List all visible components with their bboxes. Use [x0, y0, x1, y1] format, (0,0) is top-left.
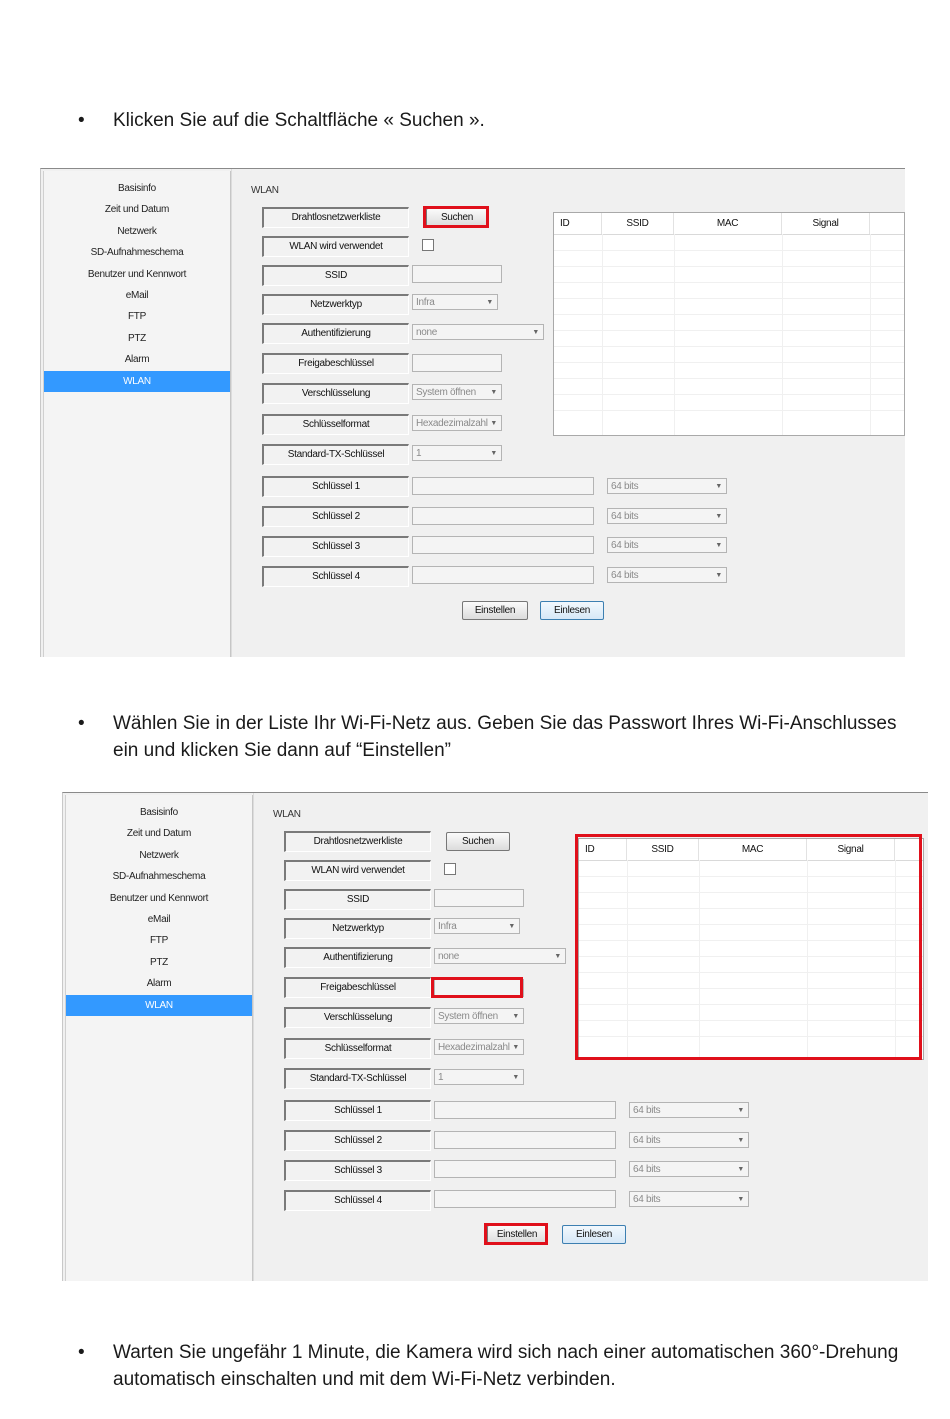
- wlan-used-label: WLAN wird verwendet: [262, 236, 409, 257]
- nav-item-wlan[interactable]: WLAN: [44, 371, 230, 392]
- group-title: WLAN: [273, 809, 301, 820]
- key4-input[interactable]: [434, 1190, 616, 1208]
- nav-item-email[interactable]: eMail: [147, 913, 171, 925]
- key1-bits-value: 64 bits: [633, 1105, 661, 1116]
- chevron-down-icon: ▼: [715, 483, 722, 490]
- key2-label: Schlüssel 2: [284, 1130, 431, 1151]
- auth-select[interactable]: [434, 948, 566, 964]
- chevron-down-icon: ▼: [512, 1044, 519, 1051]
- chevron-down-icon: ▼: [512, 1074, 519, 1081]
- share-key-input[interactable]: [412, 354, 502, 372]
- nav-item-benutzer-und-kennwort[interactable]: Benutzer und Kennwort: [87, 268, 187, 280]
- nav-item-ftp[interactable]: FTP: [150, 935, 168, 947]
- network-list-label: Drahtlosnetzwerkliste: [284, 831, 431, 852]
- encryption-value: System öffnen: [416, 387, 476, 398]
- wlan-used-label: WLAN wird verwendet: [284, 860, 431, 881]
- nav-item-email[interactable]: eMail: [125, 289, 149, 301]
- key4-bits-select[interactable]: [607, 567, 727, 583]
- search-button-highlight: [423, 206, 489, 228]
- settings-nav: [43, 171, 231, 657]
- wlan-settings-screenshot-1: [40, 168, 905, 657]
- key1-input[interactable]: [434, 1101, 616, 1119]
- chevron-down-icon: ▼: [737, 1166, 744, 1173]
- read-button[interactable]: Einlesen: [540, 601, 604, 620]
- nav-item-netzwerk[interactable]: Netzwerk: [139, 849, 179, 861]
- key3-bits-value: 64 bits: [611, 540, 639, 551]
- nav-item-wlan[interactable]: WLAN: [66, 995, 252, 1016]
- nav-item-ptz[interactable]: PTZ: [128, 332, 146, 344]
- network-type-value: Infra: [416, 297, 435, 308]
- key2-bits-value: 64 bits: [611, 511, 639, 522]
- column-mac[interactable]: MAC: [699, 839, 807, 860]
- default-tx-key-select[interactable]: [434, 1069, 524, 1085]
- column-id[interactable]: ID: [579, 839, 627, 860]
- chevron-down-icon: ▼: [715, 572, 722, 579]
- key4-bits-value: 64 bits: [611, 570, 639, 581]
- column-signal[interactable]: Signal: [782, 213, 870, 234]
- nav-item-basisinfo[interactable]: Basisinfo: [118, 183, 156, 194]
- ssid-input[interactable]: [412, 265, 502, 283]
- chevron-down-icon: ▼: [737, 1107, 744, 1114]
- nav-item-sd-aufnahmeschema[interactable]: SD-Aufnahmeschema: [90, 247, 184, 259]
- chevron-down-icon: ▼: [486, 299, 493, 306]
- key4-input[interactable]: [412, 566, 594, 584]
- nav-item-ptz[interactable]: PTZ: [150, 956, 168, 968]
- key2-bits-select[interactable]: [629, 1132, 749, 1148]
- key2-input[interactable]: [434, 1131, 616, 1149]
- network-list-label: Drahtlosnetzwerkliste: [262, 207, 409, 228]
- chevron-down-icon: ▼: [737, 1196, 744, 1203]
- nav-item-alarm[interactable]: Alarm: [146, 978, 172, 990]
- auth-value: none: [438, 951, 460, 962]
- instruction-text: Klicken Sie auf die Schaltfläche « Suchen ».: [113, 110, 485, 131]
- key2-bits-select[interactable]: [607, 508, 727, 524]
- chevron-down-icon: ▼: [532, 329, 539, 336]
- key2-bits-value: 64 bits: [633, 1135, 661, 1146]
- encryption-label: Verschlüsselung: [284, 1007, 431, 1028]
- key1-bits-value: 64 bits: [611, 481, 639, 492]
- wlan-used-checkbox[interactable]: [444, 863, 456, 875]
- set-button[interactable]: Einstellen: [487, 1225, 547, 1244]
- instruction-text: Wählen Sie in der Liste Ihr Wi-Fi-Netz aus. Geben Sie das Passwort Ihres Wi-Fi-Anschlusses ein und klicken Sie dann auf “Einstellen”: [113, 713, 897, 761]
- key4-bits-select[interactable]: [629, 1191, 749, 1207]
- chevron-down-icon: ▼: [490, 420, 497, 427]
- default-tx-key-label: Standard-TX-Schlüssel: [284, 1068, 431, 1089]
- key3-bits-select[interactable]: [607, 537, 727, 553]
- column-mac[interactable]: MAC: [674, 213, 782, 234]
- key4-bits-value: 64 bits: [633, 1194, 661, 1205]
- wlan-settings-screenshot-2: [62, 792, 928, 1281]
- default-tx-key-value: 1: [416, 448, 422, 459]
- key-format-select[interactable]: [412, 415, 502, 431]
- ssid-label: SSID: [262, 265, 409, 286]
- share-key-label: Freigabeschlüssel: [262, 353, 409, 374]
- network-type-label: Netzwerktyp: [284, 918, 431, 939]
- default-tx-key-label: Standard-TX-Schlüssel: [262, 444, 409, 465]
- network-type-select[interactable]: [412, 294, 498, 310]
- search-button[interactable]: Suchen: [426, 208, 488, 227]
- auth-value: none: [416, 327, 438, 338]
- nav-item-alarm[interactable]: Alarm: [124, 354, 150, 366]
- nav-item-basisinfo[interactable]: Basisinfo: [140, 807, 178, 818]
- key2-label: Schlüssel 2: [262, 506, 409, 527]
- network-type-select[interactable]: [434, 918, 520, 934]
- key3-input[interactable]: [412, 536, 594, 554]
- nav-item-zeit-und-datum[interactable]: Zeit und Datum: [126, 828, 192, 840]
- key3-input[interactable]: [434, 1160, 616, 1178]
- wlan-panel: [253, 793, 928, 1281]
- encryption-label: Verschlüsselung: [262, 383, 409, 404]
- key1-bits-select[interactable]: [629, 1102, 749, 1118]
- key3-label: Schlüssel 3: [284, 1160, 431, 1181]
- instruction-text: Warten Sie ungefähr 1 Minute, die Kamera wird sich nach einer automatischen 360°-Drehung automatisch einschalten und mit dem Wi-Fi-Netz verbinden.: [113, 1342, 899, 1390]
- bullet-dot: •: [78, 110, 85, 131]
- chevron-down-icon: ▼: [490, 389, 497, 396]
- set-button-highlight: [484, 1223, 548, 1245]
- key1-label: Schlüssel 1: [262, 476, 409, 497]
- chevron-down-icon: ▼: [737, 1137, 744, 1144]
- key2-input[interactable]: [412, 507, 594, 525]
- key-format-label: Schlüsselformat: [262, 414, 409, 435]
- bullet-dot: •: [78, 1342, 85, 1363]
- default-tx-key-select[interactable]: [412, 445, 502, 461]
- network-type-value: Infra: [438, 921, 457, 932]
- auth-select[interactable]: [412, 324, 544, 340]
- chevron-down-icon: ▼: [512, 1013, 519, 1020]
- share-key-highlight: [431, 977, 523, 998]
- search-button[interactable]: Suchen: [446, 832, 510, 851]
- nav-item-netzwerk[interactable]: Netzwerk: [117, 225, 157, 237]
- nav-item-benutzer-und-kennwort[interactable]: Benutzer und Kennwort: [109, 892, 209, 904]
- ssid-input[interactable]: [434, 889, 524, 907]
- chevron-down-icon: ▼: [715, 513, 722, 520]
- column-signal[interactable]: Signal: [807, 839, 895, 860]
- key4-label: Schlüssel 4: [262, 566, 409, 587]
- network-list-header: [554, 213, 904, 235]
- key3-bits-value: 64 bits: [633, 1164, 661, 1175]
- set-button[interactable]: Einstellen: [462, 601, 528, 620]
- key3-label: Schlüssel 3: [262, 536, 409, 557]
- column-id[interactable]: ID: [554, 213, 602, 234]
- key-format-value: Hexadezimalzahl: [438, 1042, 510, 1053]
- network-list-highlight: [575, 834, 922, 1060]
- auth-label: Authentifizierung: [262, 323, 409, 344]
- key1-label: Schlüssel 1: [284, 1100, 431, 1121]
- chevron-down-icon: ▼: [508, 923, 515, 930]
- key4-label: Schlüssel 4: [284, 1190, 431, 1211]
- encryption-select[interactable]: [412, 384, 502, 400]
- key-format-value: Hexadezimalzahl: [416, 418, 488, 429]
- wlan-used-checkbox[interactable]: [422, 239, 434, 251]
- settings-nav: [65, 795, 253, 1281]
- encryption-select[interactable]: [434, 1008, 524, 1024]
- chevron-down-icon: ▼: [715, 542, 722, 549]
- nav-item-ftp[interactable]: FTP: [128, 311, 146, 323]
- key1-bits-select[interactable]: [607, 478, 727, 494]
- column-ssid[interactable]: SSID: [627, 839, 699, 860]
- encryption-value: System öffnen: [438, 1011, 498, 1022]
- wlan-panel: [231, 169, 905, 657]
- group-title: WLAN: [251, 185, 279, 196]
- key-format-select[interactable]: [434, 1039, 524, 1055]
- bullet-dot: •: [78, 713, 85, 734]
- nav-item-zeit-und-datum[interactable]: Zeit und Datum: [104, 204, 170, 216]
- column-ssid[interactable]: SSID: [602, 213, 674, 234]
- ssid-label: SSID: [284, 889, 431, 910]
- key-format-label: Schlüsselformat: [284, 1038, 431, 1059]
- network-list[interactable]: [553, 212, 905, 436]
- chevron-down-icon: ▼: [490, 450, 497, 457]
- network-type-label: Netzwerktyp: [262, 294, 409, 315]
- auth-label: Authentifizierung: [284, 947, 431, 968]
- default-tx-key-value: 1: [438, 1072, 444, 1083]
- share-key-label: Freigabeschlüssel: [284, 977, 431, 998]
- key1-input[interactable]: [412, 477, 594, 495]
- chevron-down-icon: ▼: [554, 953, 561, 960]
- key3-bits-select[interactable]: [629, 1161, 749, 1177]
- read-button[interactable]: Einlesen: [562, 1225, 626, 1244]
- nav-item-sd-aufnahmeschema[interactable]: SD-Aufnahmeschema: [112, 871, 206, 883]
